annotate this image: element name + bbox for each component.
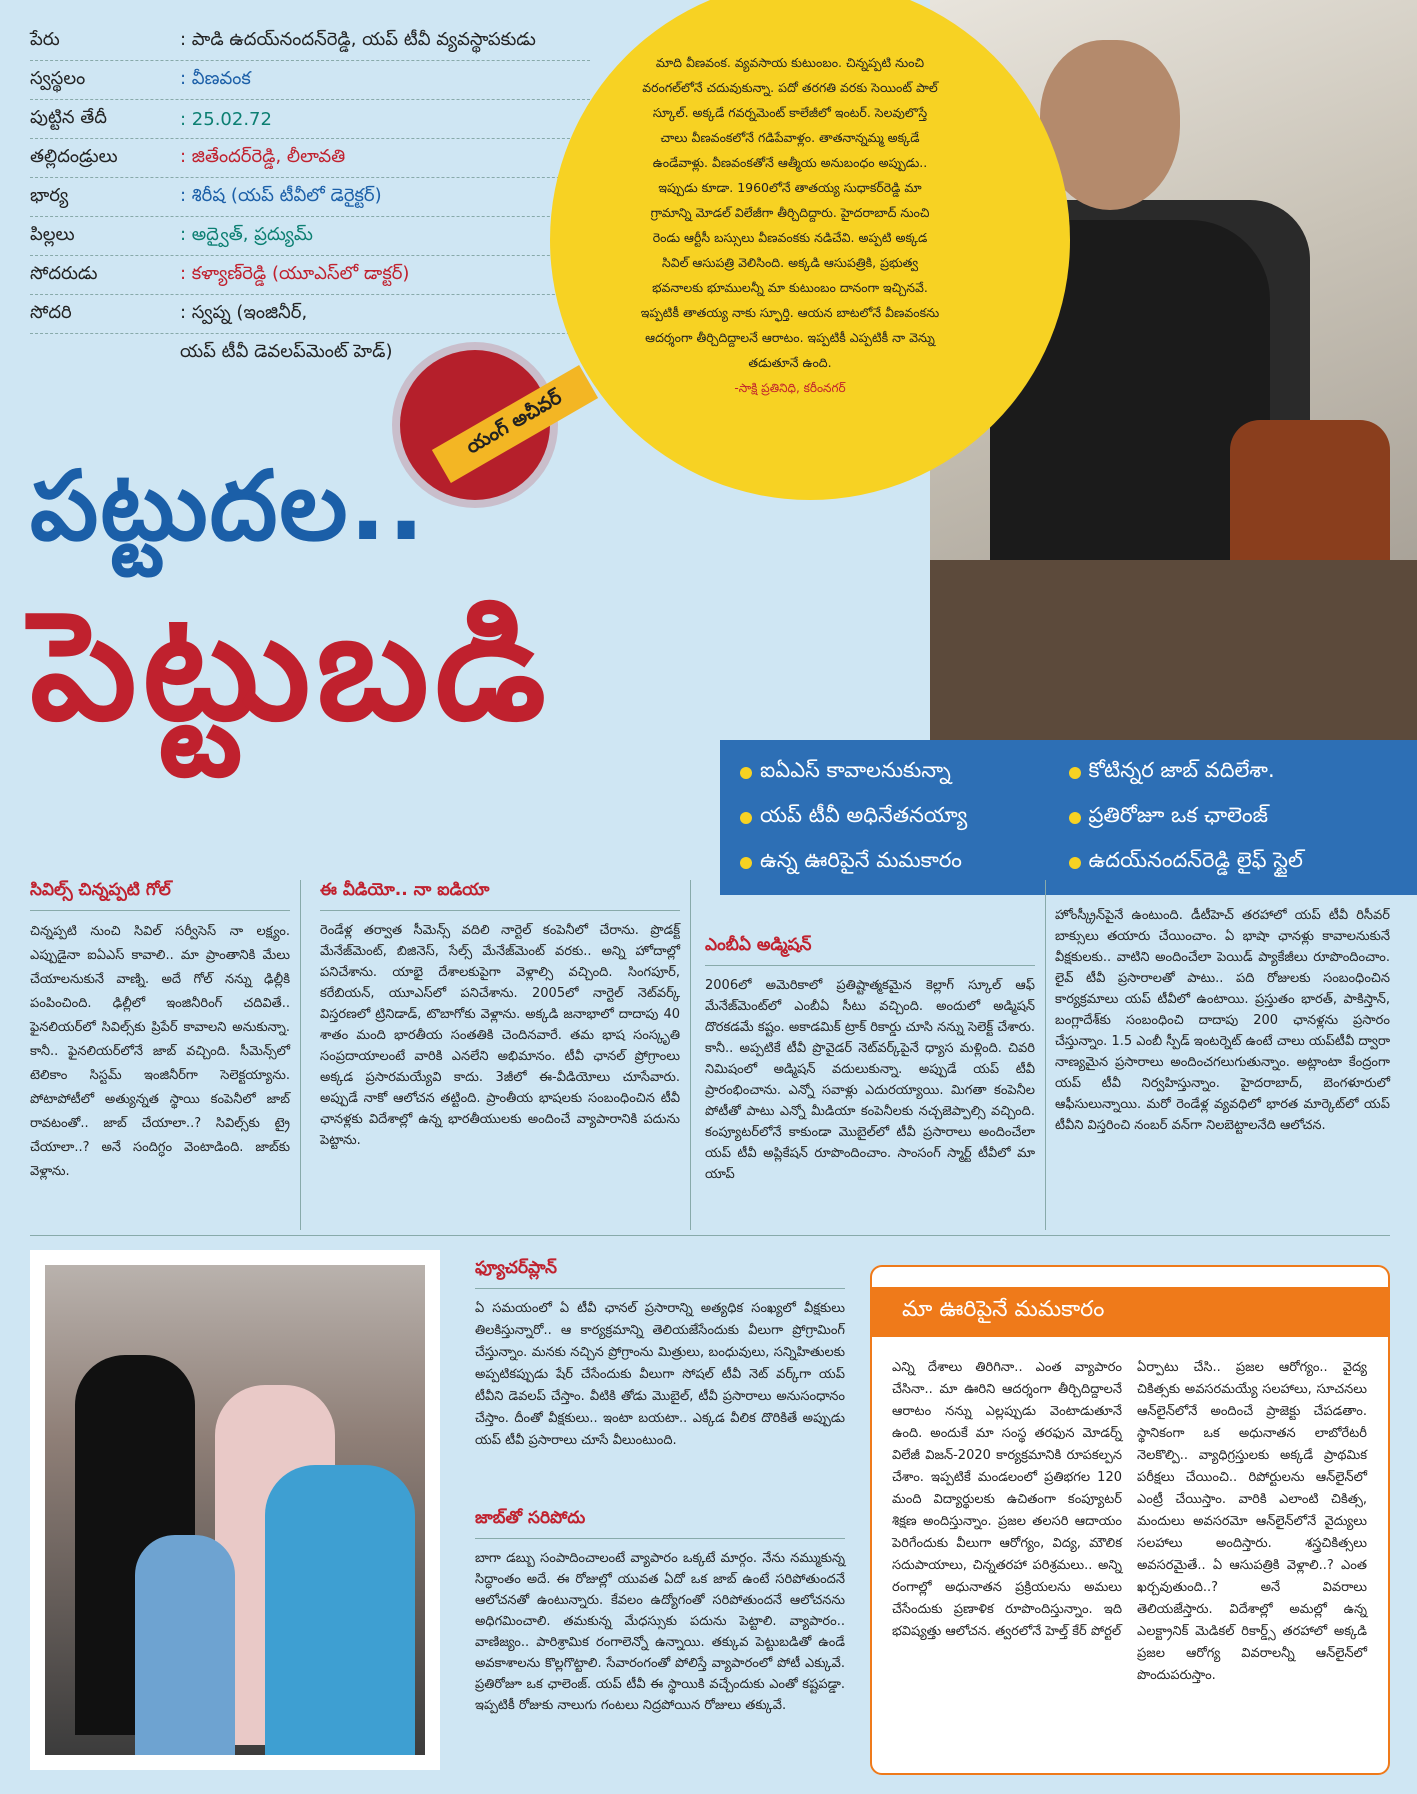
quote-circle [610,0,970,600]
hometown-text-left: ఎన్ని దేశాలు తిరిగినా.. ఎంత వ్యాపారం చేసినా.. మా ఊరిని ఆదర్శంగా తీర్చిదిద్దాలనే ఆరాటం నన్ను ఎల్లప్పుడు వెంటాడుతూనే ఉంది. అందుకే మా సంస్థ తరఫున మోడర్న్ విలేజీ విజన్-2020 కార్యక్రమానికి రూపకల్పన చేశాం. ఇప్పటికే మండలంలో ప్రతిభగల 120 మంది విద్యార్థులకు ఉచితంగా కంప్యూటర్ శిక్షణ అందిస్తున్నాం. ప్రజల తలసరి ఆదాయం పెరిగేందుకు వీలుగా ఆరోగ్యం, విద్య, మౌలిక సదుపాయాలు, చిన్నతరహా పరిశ్రమలు.. అన్ని రంగాల్లో అధునాతన ప్రక్రియలను అమలు చేసేందుకు ప్రణాళిక రూపొందిస్తున్నాం. ఇది భవిష్యత్తు ఆలోచన. త్వరలోనే హెల్త్ కేర్ పోర్టల్ [892,1360,1122,1639]
future-heading: ఫ్యూచర్‌ప్లాన్ [475,1258,557,1278]
profile-row [30,139,590,178]
headline-primary: పట్టుదల.. [30,450,427,562]
figure-shape [265,1465,415,1755]
bullet-dot-icon [1069,857,1081,869]
divider [475,1538,845,1539]
profile-label: పుట్టిన తేదీ [30,106,107,128]
profile-label: పిల్లలు [30,223,75,245]
col1-text: చిన్నప్పటి నుంచి సివిల్ సర్వీసెస్ నా లక్ష్యం. ఎప్పుడైనా ఐఏఎస్ కావాలి.. మా ప్రాంతానికి మేలు చేయాలనుకునే వాణ్ని. అదే గోల్ నన్ను ఢిల్లీకి పంపించింది. ఢిల్లీలో ఇంజినీరింగ్ చదివితే.. ఫైనలియర్‌లో సివిల్స్‌కు ప్రిపేర్ కావాలని అనుకున్నా. కానీ.. ఫైనలియర్‌లోనే జాబ్ వచ్చింది. సీమెన్స్‌లో టెలికాం సిస్టమ్ ఇంజినీర్‌గా సెలెక్టయ్యాను. పోటాపోటీలో అత్యున్నత స్థాయి కంపెనీలో జాబ్ రావటంతో.. జాబ్ చేయాలా..? సివిల్స్‌కు ట్రై చేయాలా..? అనే సందిగ్ధం వెంటాడింది. జాబ్‌కు వెళ్లాను. [30,924,290,1179]
hometown-box [870,1265,1390,1775]
future-text: ఏ సమయంలో ఏ టీవీ ఛానల్ ప్రసారాన్ని అత్యధిక సంఖ్యలో వీక్షకులు తిలకిస్తున్నారో.. ఆ కార్యక్రమాన్ని తెలియజేసేందుకు వీలుగా ప్రోగ్రామింగ్ చేస్తున్నాం. మనకు నచ్చిన ప్రోగ్రాంను మిత్రులు, బంధువులు, సన్నిహితులకు అప్పటికప్పుడు షేర్ చేసేందుకు వీలుగా సోషల్ టీవీ నెట్ వర్క్‌గా యప్ టీవీని డెవలప్ చేస్తాం. వీటికి తోడు మొబైల్, టీవీ ప్రసారాలు అనుసంధానం చేస్తాం. దీంతో వీక్షకులు.. ఇంటా బయటా.. ఎక్కడ వీలిక దొరికితే అప్పుడు యప్ టీవీ ప్రసారాలు చూసే వీలుంటుంది. [475,1301,845,1448]
col2-text: రెండేళ్ల తర్వాత సీమెన్స్ వదిలి నార్టెల్ కంపెనీలో చేరాను. ప్రొడక్ట్ మేనేజ్‌మెంట్, బిజినెస్, సేల్స్ మేనేజ్‌మెంట్ వరకు.. అన్ని హోదాల్లో పనిచేశాను. యాభై దేశాలకుపైగా వెళ్లాల్సి వచ్చింది. సింగపూర్, కరేబియన్, యూఎస్‌లో పనిచేశాను. 2005లో నార్టెల్ నెట్‌వర్క్ విస్తరణలో ట్రినిడాడ్, టొబాగోకు వెళ్లాను. అక్కడి జనాభాలో దాదాపు 40 శాతం మంది భారతీయ సంతతికి చెందినవారే. తమ భాష సంస్కృతి సంప్రదాయాలంటే వారికి ఎనలేని అభిమానం. టీవీ ఛానల్ ప్రోగ్రాంలు అక్కడ ప్రసారమయ్యేవి కాదు. 3జీలో ఈ-వీడియోలు చూసేవారు. అప్పుడే నాకో ఆలోచన తట్టింది. ప్రాంతీయ భాషలకు సంబంధించిన టీవీ ఛానళ్లకు విదేశాల్లో ఉన్న భారతీయులకు అందించే వ్యాపారానికి పదును పెట్టాను. [320,923,680,1148]
bullet-dot-icon [1069,812,1081,824]
highlight-text: ఉదయ్‌నందన్‌రెడ్డి లైఫ్ స్టైల్ [1088,847,1303,872]
profile-row [30,61,590,100]
profile-value: : జితేందర్‌రెడ్డి, లీలావతి [180,145,346,167]
profile-value: : వీణవంక [180,67,251,89]
job-heading: జాబ్‌తో సరిపోదు [475,1508,586,1528]
quote-text: మాది వీణవంక. వ్యవసాయ కుటుంబం. చిన్నప్పటి నుంచి వరంగల్‌లోనే చదువుకున్నా. పదో తరగతి వరకు సెయింట్ పాల్ స్కూల్. అక్కడే గవర్నమెంట్ కాలేజీలో ఇంటర్. సెలవులొస్తే చాలు వీణవంకలోనే గడిపేవాళ్లం. తాతనాన్నమ్మ అక్కడే ఉండేవాళ్లు. వీణవంకతోనే ఆత్మీయ అనుబంధం అప్పుడు.. ఇప్పుడు కూడా. 1960లోనే తాతయ్య సుధాకర్‌రెడ్డి మా గ్రామాన్ని మోడల్ విలేజీగా తీర్చిదిద్దారు. హైదరాబాద్ నుంచి రెండు ఆర్టీసీ బస్సులు వీణవంకకు నడిచేవి. అప్పటి అక్కడ సివిల్ ఆసుపత్రి వెలిసింది. అక్కడి ఆసుపత్రికి, ప్రభుత్వ భవనాలకు భూములన్నీ మా కుటుంబం దానంగా ఇచ్చినవే. ఇప్పటికీ తాతయ్య నాకు స్ఫూర్తి. ఆయన బాటలోనే వీణవంకను ఆదర్శంగా తీర్చిదిద్దాలనే ఆరాటం. ఇప్పటికీ ఎప్పటికీ నా వెన్ను తడుతూనే ఉంది. [640,55,940,370]
divider [475,1288,845,1289]
profile-table [30,22,590,372]
profile-value: : శిరీష (యప్ టీవీలో డెరైక్టర్) [180,184,382,206]
divider [690,880,691,1230]
highlight-item [740,758,1069,788]
col1-heading: సివిల్స్ చిన్నప్పటి గోల్ [30,880,171,900]
profile-value: : కళ్యాణ్‌రెడ్డి (యూఎస్‌లో డాక్టర్) [180,262,410,284]
headline-secondary: పెట్టుబడి [30,580,552,754]
hometown-text-right: ఏర్పాటు చేసి.. ప్రజల ఆరోగ్యం.. వైద్య చికిత్సకు అవసరమయ్యే సలహాలు, సూచనలు ఆన్‌లైన్‌లోనే అందించే ప్రాజెక్టు చేపడతాం. స్థానికంగా ఒక అధునాతన లాబోరేటరీ నెలకొల్పి.. వ్యాధిగ్రస్తులకు అక్కడే ప్రాథమిక పరీక్షలు చేయించి.. రిపోర్టులను ఆన్‌లైన్‌లో ఎంట్రీ చేయిస్తాం. వారికి ఎలాంటి చికిత్స, మందులు అవసరమో ఆన్‌లైన్‌లోనే వైద్యులు సలహాలు అందిస్తారు. శస్త్రచికిత్సలు అవసరమైతే.. ఏ ఆసుపత్రికి వెళ్లాలి..? ఎంత ఖర్చవుతుంది..? అనే వివరాలు తెలియజేస్తారు. విదేశాల్లో అమల్లో ఉన్న ఎలక్ట్రానిక్ మెడికల్ రికార్డ్స్ తరహాలో అక్కడి ప్రజల ఆరోగ్య వివరాలన్నీ ఆన్‌లైన్‌లో పొందుపరుస్తాం. [1137,1360,1367,1683]
profile-label: స్వస్థలం [30,67,86,89]
divider [300,880,301,1230]
family-photo [30,1250,440,1770]
badge-ribbon: యంగ్ అచీవర్ [432,365,598,483]
byline: -సాక్షి ప్రతినిధి, కరీంనగర్ [734,381,846,395]
highlight-item [1069,848,1398,878]
desk-shape [930,560,1417,740]
profile-label: పేరు [30,28,60,50]
bullet-dot-icon [1069,767,1081,779]
profile-value: : అద్వైత్, ప్రద్యుమ్ [180,223,313,245]
divider [1045,880,1046,1230]
figure-shape [135,1535,235,1755]
profile-row [30,217,590,256]
profile-row [30,22,590,61]
highlight-item [740,803,1069,833]
col3-text: 2006లో అమెరికాలో ప్రతిష్టాత్మకమైన కెల్లాగ్ స్కూల్ ఆఫ్ మేనేజ్‌మెంట్‌లో ఎంబీఏ సీటు వచ్చింది. అందులో అడ్మిషన్ దొరకడమే కష్టం. అకాడమిక్ ట్రాక్ రికార్డు చూసి నన్ను సెలెక్ట్ చేశారు. కానీ.. అప్పటికే టీవీ ప్రొవైడర్ నెట్‌వర్క్‌పైనే ధ్యాస మళ్లింది. చివరి నిమిషంలో అడ్మిషన్ వదులుకున్నా. అప్పుడే యప్ టీవీ ప్రారంభించాను. ఎన్నో సవాళ్లు ఎదురయ్యాయి. మిగతా కంపెనీల పోటీతో పాటు ఎన్నో మీడియా కంపెనీలకు నచ్చజెప్పాల్సి వచ్చింది. కంప్యూటర్‌లోనే కాకుండా మొబైల్‌లో టీవీ ప్రసారాలు అందించేలా యప్ టీవీ అప్లికేషన్ రూపొందించాం. సాంసంగ్ స్మార్ట్ టీవీలో మా యాప్ [705,978,1035,1182]
profile-label: తల్లిదండ్రులు [30,145,118,167]
highlight-row [740,840,1397,885]
hometown-title: మా ఊరిపైనే మమకారం [872,1287,1388,1337]
profile-row [30,100,590,139]
profile-row [30,178,590,217]
bullet-dot-icon [740,812,752,824]
divider [320,910,680,911]
divider [705,965,1035,966]
profile-value: : స్వప్న (ఇంజినీర్, [180,301,308,323]
highlight-text: యప్ టీవీ అధినేతనయ్యా [760,802,968,827]
profile-value: : పాడి ఉదయ్‌నందన్‌రెడ్డి, యప్ టీవీ వ్యవస్థాపకుడు [180,28,536,50]
profile-row [30,295,590,334]
highlight-row [740,750,1397,795]
bullet-dot-icon [740,767,752,779]
bullet-dot-icon [740,857,752,869]
family-photo-image [45,1265,425,1755]
col4-text: హోంస్క్రీన్‌పైనే ఉంటుంది. డీటీహెచ్ తరహాలో యప్ టీవీ రిసీవర్ బాక్సులు తయారు చేయించాం. ఏ భాషా ఛానళ్లు కావాలనుకునే వీక్షకులకు.. వాటిని అందించేలా పెయిడ్ ప్యాకేజీలు రూపొందించాం. లైవ్ టీవీ ప్రసారాలతో పాటు.. పది రోజులకు సంబంధించిన కార్యక్రమాలు యప్ టీవీలో ఉంటాయి. ప్రస్తుతం భారత్, పాకిస్తాన్, బంగ్లాదేశ్‌కు సంబంధించి దాదాపు 200 ఛానళ్లను ప్రసారం చేస్తున్నాం. 1.5 ఎంబీ స్పీడ్ ఇంటర్నెట్ ఉంటే చాలు యప్‌టీవీ ద్వారా నాణ్యమైన ప్రసారాలు అందించగలుగుతున్నాం. అట్లాంటా కేంద్రంగా యప్ టీవీ నిర్వహిస్తున్నాం. హైదరాబాద్, బెంగళూరులో ఆఫీసులున్నాయి. మరో రెండేళ్ల వ్యవధిలో భారత మార్కెట్‌లో యప్ టీవీని విస్తరించి నంబర్ వన్‌గా నిలబెట్టాలనేది ఆలోచన. [1055,908,1390,1133]
profile-label: భార్య [30,184,69,206]
highlight-item [1069,803,1398,833]
highlight-text: కోటిన్నర జాబ్ వదిలేశా. [1088,757,1275,782]
highlight-item [1069,758,1398,788]
highlight-text: ఐఏఎస్ కావాలనుకున్నా [760,757,951,782]
col2-heading: ఈ వీడియో.. నా ఐడియా [320,880,490,900]
profile-label: సోదరి [30,301,72,323]
highlight-item [740,848,1069,878]
quote-block [640,50,940,401]
highlight-text: ప్రతిరోజూ ఒక ఛాలెంజ్ [1088,802,1269,827]
profile-label: సోదరుడు [30,262,98,284]
divider [30,910,290,911]
profile-value: : 25.02.72 [180,108,272,130]
highlight-text: ఉన్న ఊరిపైనే మమకారం [760,847,962,872]
divider [30,1235,1390,1236]
highlights-box [720,740,1417,895]
highlight-row [740,795,1397,840]
profile-value: యప్ టీవీ డెవలప్‌మెంట్ హెడ్) [180,340,393,362]
col3-heading: ఎంబీఏ అడ్మిషన్ [705,935,812,955]
profile-row [30,256,590,295]
job-text: బాగా డబ్బు సంపాదించాలంటే వ్యాపారం ఒక్కటే మార్గం. నేను నమ్ముకున్న సిద్ధాంతం అదే. ఈ రోజుల్లో యువత ఏదో ఒక జాబ్ ఉంటే సరిపోతుందనే ఆలోచనతో ఉంటున్నారు. కేవలం ఉద్యోగంతో సరిపోతుందనే ఆలోచనను అధిగమించాలి. తమకున్న మేధస్సుకు పదును పెట్టాలి. వ్యాపారం.. వాణిజ్యం.. పారిశ్రామిక రంగాలెన్నో ఉన్నాయి. తక్కువ పెట్టుబడితో ఉండే అవకాశాలను కొల్లగొట్టాలి. సేవారంగంతో పోలిస్తే వ్యాపారంలో పోటీ ఎక్కువే. ప్రతిరోజూ ఒక ఛాలెంజ్. యప్ టీవీ ఈ స్థాయికి వచ్చేందుకు ఎంతో కష్టపడ్డా. ఇప్పటికీ రోజుకు నాలుగు గంటలు నిద్రపోయిన రోజులు తక్కువే. [475,1551,845,1713]
